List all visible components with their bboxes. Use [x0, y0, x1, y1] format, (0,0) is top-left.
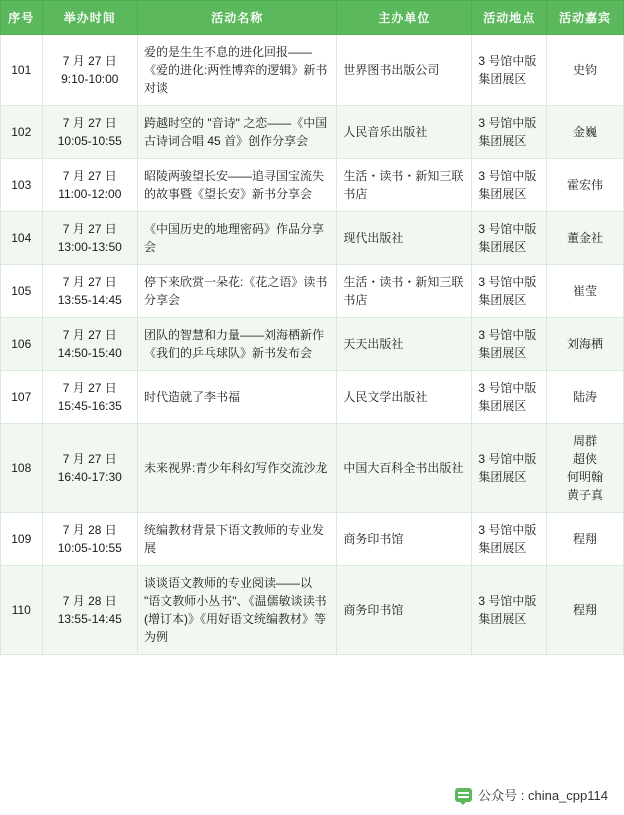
column-header-guest: 活动嘉宾: [547, 1, 624, 35]
cell-guest: [547, 566, 624, 655]
cell-time-line: 10:05-10:55: [57, 541, 122, 555]
table-row: [1, 159, 624, 212]
guest-name: 何明翰: [567, 470, 604, 484]
cell-index: 106: [1, 318, 43, 371]
table-body: [1, 35, 624, 655]
wechat-icon: [455, 788, 472, 802]
guest-name: 黄子真: [567, 488, 604, 502]
cell-time: [42, 159, 138, 212]
cell-activity-name: 《中国历史的地理密码》作品分享会: [138, 212, 337, 265]
cell-activity-name: 未来视界:青少年科幻写作交流沙龙: [138, 424, 337, 513]
watermark-label: 公众号 : china_cpp114: [478, 788, 608, 803]
cell-time: [42, 318, 138, 371]
watermark: [449, 782, 614, 807]
cell-venue: 3 号馆中版集团展区: [472, 566, 547, 655]
cell-activity-name: 时代造就了李书福: [138, 371, 337, 424]
cell-guest: [547, 106, 624, 159]
cell-time-line: 13:00-13:50: [57, 240, 122, 254]
cell-organizer: 世界图书出版公司: [337, 35, 472, 106]
cell-date-line: 7 月 27 日: [62, 116, 117, 130]
cell-date-line: 7 月 27 日: [62, 169, 117, 183]
cell-date-line: 7 月 27 日: [62, 452, 117, 466]
cell-index: 109: [1, 513, 43, 566]
table-header-row: [1, 1, 624, 35]
guest-name: 陆涛: [573, 390, 598, 404]
cell-guest: [547, 318, 624, 371]
table-row: [1, 35, 624, 106]
cell-date-line: 7 月 28 日: [62, 523, 117, 537]
guest-name: 刘海栖: [567, 337, 604, 351]
cell-index: 110: [1, 566, 43, 655]
cell-guest: [547, 35, 624, 106]
cell-time: [42, 212, 138, 265]
cell-activity-name: 昭陵两骏望长安——追寻国宝流失的故事暨《望长安》新书分享会: [138, 159, 337, 212]
cell-guest: [547, 424, 624, 513]
cell-index: 104: [1, 212, 43, 265]
cell-organizer: 现代出版社: [337, 212, 472, 265]
cell-date-line: 7 月 27 日: [62, 381, 117, 395]
cell-time: [42, 371, 138, 424]
cell-organizer: 人民音乐出版社: [337, 106, 472, 159]
guest-name: 超侠: [573, 452, 598, 466]
cell-venue: 3 号馆中版集团展区: [472, 371, 547, 424]
cell-activity-name: 跨越时空的 "音诗" 之恋——《中国古诗词合唱 45 首》创作分享会: [138, 106, 337, 159]
cell-activity-name: 统编教材背景下语文教师的专业发展: [138, 513, 337, 566]
table-row: [1, 265, 624, 318]
cell-venue: 3 号馆中版集团展区: [472, 513, 547, 566]
guest-name: 金巍: [573, 125, 598, 139]
cell-guest: [547, 212, 624, 265]
cell-index: 102: [1, 106, 43, 159]
guest-name: 霍宏伟: [567, 178, 604, 192]
cell-time-line: 9:10-10:00: [61, 72, 119, 86]
cell-index: 107: [1, 371, 43, 424]
cell-organizer: 商务印书馆: [337, 566, 472, 655]
cell-time: [42, 424, 138, 513]
cell-time-line: 13:55-14:45: [57, 612, 122, 626]
cell-date-line: 7 月 28 日: [62, 594, 117, 608]
cell-guest: [547, 371, 624, 424]
cell-guest: [547, 265, 624, 318]
cell-time-line: 10:05-10:55: [57, 134, 122, 148]
column-header-venue: 活动地点: [472, 1, 547, 35]
cell-organizer: 生活・读书・新知三联书店: [337, 265, 472, 318]
guest-name: 程翔: [573, 603, 598, 617]
cell-organizer: 天天出版社: [337, 318, 472, 371]
guest-name: 程翔: [573, 532, 598, 546]
cell-index: 101: [1, 35, 43, 106]
guest-name: 崔莹: [573, 284, 598, 298]
guest-name: 史钧: [573, 63, 598, 77]
cell-organizer: 人民文学出版社: [337, 371, 472, 424]
guest-name: 周群: [573, 434, 598, 448]
cell-guest: [547, 159, 624, 212]
cell-organizer: 商务印书馆: [337, 513, 472, 566]
column-header-name: 活动名称: [138, 1, 337, 35]
column-header-index: 序号: [1, 1, 43, 35]
cell-time-line: 11:00-12:00: [58, 187, 122, 201]
table-row: [1, 566, 624, 655]
cell-time-line: 14:50-15:40: [57, 346, 122, 360]
cell-activity-name: 谈谈语文教师的专业阅读——以 "语文教师小丛书"、《温儒敏谈读书(增订本)》《用好语文统编教材》等为例: [138, 566, 337, 655]
cell-venue: 3 号馆中版集团展区: [472, 159, 547, 212]
cell-time-line: 16:40-17:30: [57, 470, 122, 484]
cell-time: [42, 265, 138, 318]
table-row: [1, 513, 624, 566]
table-row: [1, 106, 624, 159]
cell-guest: [547, 513, 624, 566]
table-row: [1, 424, 624, 513]
cell-index: 108: [1, 424, 43, 513]
cell-time: [42, 35, 138, 106]
cell-time: [42, 513, 138, 566]
cell-activity-name: 停下来欣赏一朵花:《花之语》读书分享会: [138, 265, 337, 318]
cell-time: [42, 106, 138, 159]
guest-name: 董金社: [567, 231, 604, 245]
cell-venue: 3 号馆中版集团展区: [472, 106, 547, 159]
cell-activity-name: 爱的是生生不息的进化回报——《爱的进化:两性博弈的逻辑》新书对谈: [138, 35, 337, 106]
cell-venue: 3 号馆中版集团展区: [472, 265, 547, 318]
table-row: [1, 212, 624, 265]
cell-venue: 3 号馆中版集团展区: [472, 212, 547, 265]
cell-organizer: 中国大百科全书出版社: [337, 424, 472, 513]
cell-index: 103: [1, 159, 43, 212]
column-header-time: 举办时间: [42, 1, 138, 35]
table-row: [1, 318, 624, 371]
table-row: [1, 371, 624, 424]
column-header-organizer: 主办单位: [337, 1, 472, 35]
cell-time-line: 13:55-14:45: [57, 293, 122, 307]
cell-venue: 3 号馆中版集团展区: [472, 35, 547, 106]
cell-index: 105: [1, 265, 43, 318]
cell-date-line: 7 月 27 日: [62, 275, 117, 289]
cell-venue: 3 号馆中版集团展区: [472, 318, 547, 371]
cell-date-line: 7 月 27 日: [62, 328, 117, 342]
cell-activity-name: 团队的智慧和力量——刘海栖新作《我们的乒乓球队》新书发布会: [138, 318, 337, 371]
cell-time-line: 15:45-16:35: [57, 399, 122, 413]
cell-venue: 3 号馆中版集团展区: [472, 424, 547, 513]
cell-date-line: 7 月 27 日: [62, 222, 117, 236]
cell-date-line: 7 月 27 日: [62, 54, 117, 68]
cell-time: [42, 566, 138, 655]
cell-organizer: 生活・读书・新知三联书店: [337, 159, 472, 212]
